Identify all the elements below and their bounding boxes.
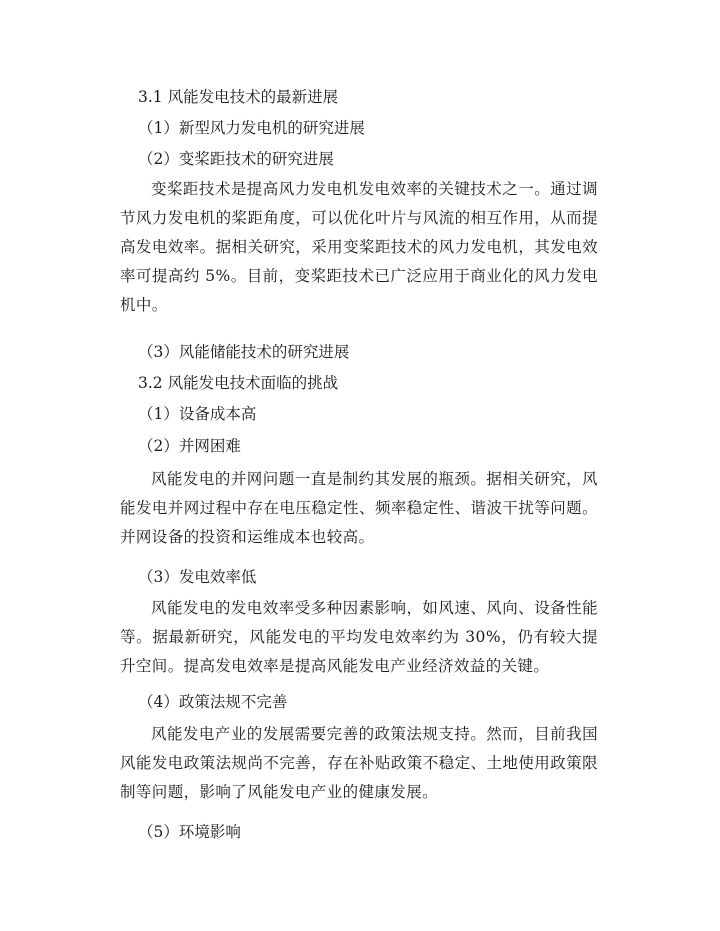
section-heading-3-1: 3.1 风能发电技术的最新进展 [138, 88, 339, 106]
section-heading-3-2: 3.2 风能发电技术面临的挑战 [138, 374, 339, 392]
subheading-low-efficiency: （3）发电效率低 [138, 568, 257, 586]
subheading-pitch-technology: （2）变桨距技术的研究进展 [138, 150, 334, 168]
subheading-equipment-cost: （1）设备成本高 [138, 405, 257, 423]
subheading-grid-connection: （2）并网困难 [138, 437, 241, 455]
paragraph-low-efficiency: 风能发电的发电效率受多种因素影响，如风速、风向、设备性能等。据最新研究，风能发电的平均发电效率约为 30%，仍有较大提升空间。提高发电效率是提高风能发电产业经济效益的关键。 [120, 599, 598, 675]
subheading-new-wind-turbine: （1）新型风力发电机的研究进展 [138, 119, 365, 137]
subheading-energy-storage: （3）风能储能技术的研究进展 [138, 343, 350, 361]
paragraph-grid-connection: 风能发电的并网问题一直是制约其发展的瓶颈。据相关研究，风能发电并网过程中存在电压稳定性、频率稳定性、谐波干扰等问题。并网设备的投资和运维成本也较高。 [120, 470, 598, 546]
subheading-policy: （4）政策法规不完善 [138, 693, 288, 711]
subheading-environmental-impact: （5）环境影响 [138, 823, 241, 841]
paragraph-pitch-technology: 变桨距技术是提高风力发电机发电效率的关键技术之一。通过调节风力发电机的桨距角度，可以优化叶片与风流的相互作用，从而提高发电效率。据相关研究，采用变桨距技术的风力发电机，其发电效率可提高约 5%。目前，变桨距技术已广泛应用于商业化的风力发电机中。 [120, 180, 598, 314]
paragraph-policy: 风能发电产业的发展需要完善的政策法规支持。然而，目前我国风能发电政策法规尚不完善，存在补贴政策不稳定、土地使用政策限制等问题，影响了风能发电产业的健康发展。 [120, 725, 598, 801]
